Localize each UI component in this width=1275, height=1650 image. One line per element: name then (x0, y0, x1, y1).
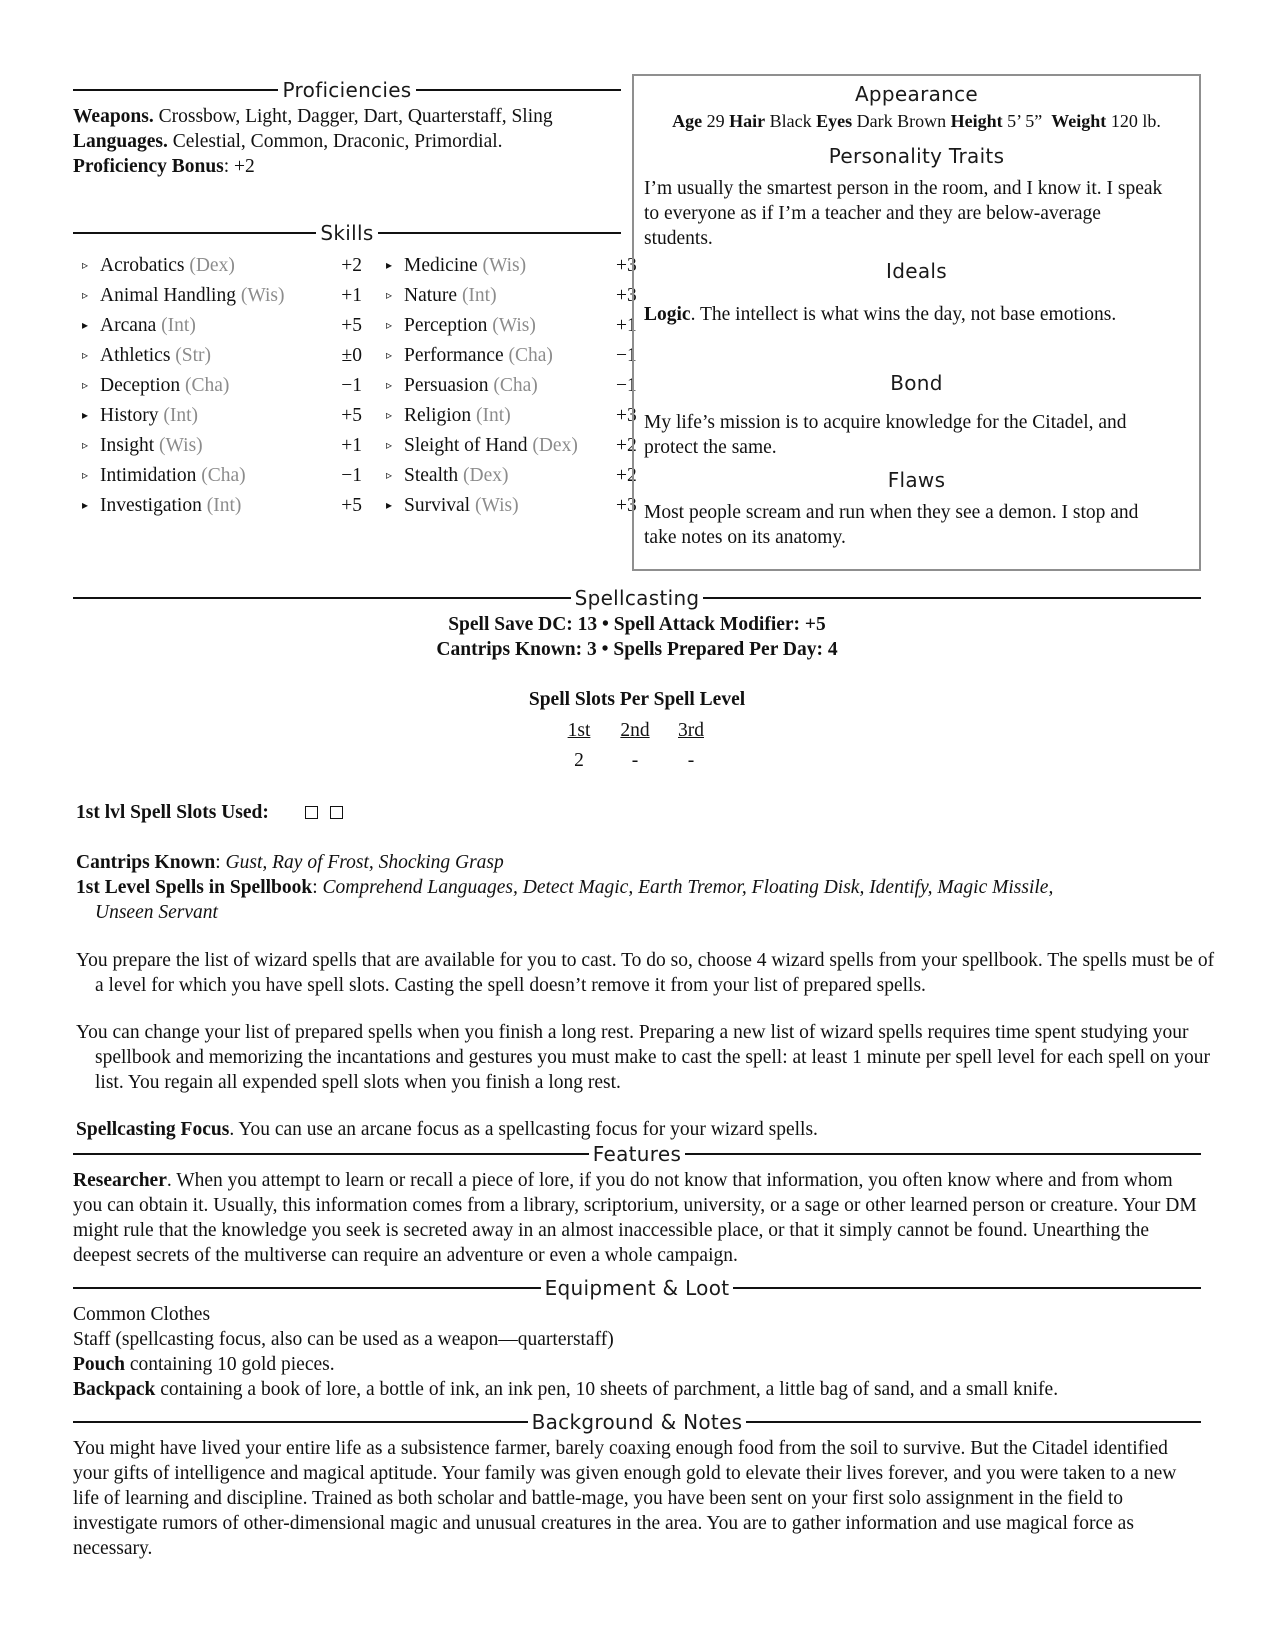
skill-ability: (Int) (161, 315, 196, 336)
slot-value-3: - (687, 750, 695, 771)
slot-value-1: 2 (574, 750, 584, 771)
proficiency-marker-icon: ▹ (82, 348, 89, 362)
proficiency-marker-icon: ▹ (82, 258, 89, 272)
proficiency-marker-icon: ▹ (82, 378, 89, 392)
skill-modifier: +1 (341, 285, 362, 306)
skill-ability: (Dex) (532, 435, 578, 456)
spellcasting-heading: Spellcasting (73, 586, 1201, 610)
proficiency-marker-icon: ▸ (82, 408, 89, 422)
proficiency-marker-icon: ▹ (386, 288, 393, 302)
flaws-text: Most people scream and run when they see a demon. I stop and take notes on its anatomy. (644, 502, 1139, 548)
flaws-heading: Flaws (887, 468, 946, 492)
skill-name: ▹ Intimidation (Cha) (82, 465, 246, 486)
skill-modifier: +3 (616, 495, 637, 516)
skill-modifier: −1 (341, 465, 362, 486)
personality-traits-heading: Personality Traits (828, 144, 1005, 168)
proficiency-marker-icon: ▸ (82, 498, 89, 512)
skill-modifier: ±0 (341, 345, 362, 366)
skill-name: ▹ Religion (Int) (386, 405, 511, 426)
proficiency-marker-icon: ▹ (386, 378, 393, 392)
skill-modifier: +3 (616, 285, 637, 306)
proficiency-marker-icon: ▹ (386, 468, 393, 482)
skill-ability: (Wis) (159, 435, 203, 456)
proficiencies-block (73, 104, 633, 179)
equipment-list (73, 1302, 1201, 1402)
spell-slots-table (551, 718, 719, 773)
skill-ability: (Dex) (189, 255, 235, 276)
weapons-line: Weapons. Crossbow, Light, Dagger, Dart, Quarterstaff, Sling (73, 106, 553, 127)
proficiency-marker-icon: ▹ (82, 438, 89, 452)
appearance-line: Age 29 Hair Black Eyes Dark Brown Height 5’ 5” Weight 120 lb. (672, 111, 1161, 131)
languages-line: Languages. Celestial, Common, Draconic, Primordial. (73, 131, 503, 152)
skill-modifier: +1 (616, 315, 637, 336)
equipment-item: Pouch containing 10 gold pieces. (73, 1354, 335, 1375)
skill-ability: (Wis) (240, 285, 285, 306)
background-text: You might have lived your entire life as a subsistence farmer, barely coaxing enough food from the soil to survive. But the Citadel identified your gifts of intelligence and magical aptitude. Your family was given enough gold to elevate their lives forever, and you were taken to a new life of learning and discipline. Trained as both scholar and battle-mage, you have been sent on your first solo assignment in the field to investigate rumors of other-dimensional magic and unusual creatures in the area. You are to gather information and use magical force as necessary. (73, 1438, 1177, 1559)
slots-used-row: 1st lvl Spell Slots Used: (76, 800, 355, 825)
skill-name: ▸ Arcana (Int) (82, 315, 196, 336)
cantrips-known-line: Cantrips Known: 3 • Spells Prepared Per Day: 4 (436, 639, 838, 660)
skill-modifier: −1 (341, 375, 362, 396)
skill-name: ▹ Animal Handling (Wis) (82, 285, 285, 306)
appearance-heading: Appearance (854, 82, 979, 106)
slot-level-3: 3rd (678, 720, 704, 741)
skill-ability: (Int) (476, 405, 511, 426)
skill-ability: (Int) (206, 495, 242, 516)
skill-name: ▸ Medicine (Wis) (386, 255, 527, 276)
equipment-item: Staff (spellcasting focus, also can be used as a weapon—quarterstaff) (73, 1329, 614, 1350)
skill-modifier: −1 (616, 375, 637, 396)
proficiency-marker-icon: ▹ (82, 288, 89, 302)
cantrips-known-list: Cantrips Known: Gust, Ray of Frost, Shocking Grasp (76, 852, 504, 873)
first-level-spells-list: 1st Level Spells in Spellbook: Comprehend Languages, Detect Magic, Earth Tremor, Floating Disk, Identify, Magic Missile, Unseen Servant (76, 877, 1054, 923)
skill-modifier: −1 (616, 345, 637, 366)
skill-modifier: +2 (616, 465, 637, 486)
personality-traits-text: I’m usually the smartest person in the room, and I know it. I speak to everyone as if I’m a teacher and they are below-average students. (644, 178, 1163, 249)
equipment-item: Common Clothes (73, 1304, 211, 1325)
skill-modifier: +3 (616, 405, 637, 426)
skill-name: ▹ Athletics (Str) (82, 345, 212, 366)
spell-save-line: Spell Save DC: 13 • Spell Attack Modifier: +5 (448, 614, 826, 635)
skill-ability: (Int) (163, 405, 199, 426)
background-heading: Background & Notes (73, 1410, 1201, 1434)
slot-used-checkbox-1[interactable] (305, 806, 318, 819)
proficiency-marker-icon: ▸ (386, 258, 393, 272)
skill-ability: (Wis) (474, 495, 519, 516)
skill-name: ▹ Insight (Wis) (82, 435, 203, 456)
proficiency-marker-icon: ▸ (386, 498, 393, 512)
slot-used-checkbox-2[interactable] (330, 806, 343, 819)
character-details-box (632, 74, 1201, 571)
skill-name: ▹ Acrobatics (Dex) (82, 255, 235, 276)
skill-modifier: +5 (341, 315, 362, 336)
proficiency-marker-icon: ▹ (82, 468, 89, 482)
slot-level-2: 2nd (620, 720, 650, 741)
bond-heading: Bond (890, 371, 943, 395)
skill-modifier: +5 (341, 495, 362, 516)
equipment-heading: Equipment & Loot (73, 1276, 1201, 1300)
proficiencies-heading: Proficiencies (73, 78, 621, 102)
skills-heading: Skills (73, 221, 621, 245)
skill-name: ▹ Sleight of Hand (Dex) (386, 435, 578, 456)
skill-ability: (Cha) (185, 375, 230, 396)
bond-text: My life’s mission is to acquire knowledge for the Citadel, and protect the same. (644, 412, 1127, 458)
change-spells-text: You can change your list of prepared spells when you finish a long rest. Preparing a new list of wizard spells requires time spent studying your spellbook and memorizing the incantations and gestures you must make to cast the spell: at least 1 minute per spell level for each spell on your list. You regain all expended spell slots when you finish a long rest. (76, 1022, 1211, 1093)
equipment-item: Backpack containing a book of lore, a bottle of ink, an ink pen, 10 sheets of parchment, a little bag of sand, and a small knife. (73, 1379, 1059, 1400)
skill-modifier: +1 (341, 435, 362, 456)
skill-modifier: +2 (341, 255, 362, 276)
skill-ability: (Cha) (493, 375, 538, 396)
proficiency-marker-icon: ▹ (386, 348, 393, 362)
skill-name: ▹ Performance (Cha) (386, 345, 553, 366)
skills-table (82, 253, 636, 518)
features-heading: Features (73, 1142, 1201, 1166)
skill-ability: (Cha) (201, 465, 246, 486)
skill-modifier: +2 (616, 435, 637, 456)
skill-modifier: +5 (341, 405, 362, 426)
skill-ability: (Cha) (508, 345, 553, 366)
slot-value-2: - (631, 750, 639, 771)
spellcasting-focus-text: Spellcasting Focus. You can use an arcane focus as a spellcasting focus for your wizard spells. (76, 1119, 818, 1140)
skill-name: ▹ Stealth (Dex) (386, 465, 509, 486)
proficiency-bonus-line: Proficiency Bonus: +2 (73, 156, 255, 177)
skill-name: ▹ Perception (Wis) (386, 315, 536, 336)
skill-name: ▸ Investigation (Int) (82, 495, 242, 516)
skill-ability: (Str) (175, 345, 212, 366)
proficiency-marker-icon: ▹ (386, 318, 393, 332)
skill-name: ▹ Persuasion (Cha) (386, 375, 538, 396)
proficiency-marker-icon: ▹ (386, 408, 393, 422)
skill-name: ▸ Survival (Wis) (386, 495, 519, 516)
ideals-heading: Ideals (886, 259, 947, 283)
spell-lists (76, 850, 1206, 925)
skill-ability: (Dex) (463, 465, 509, 486)
researcher-feature-text: Researcher. When you attempt to learn or recall a piece of lore, if you do not know that information, you often know where and from whom you can obtain it. Usually, this information comes from a library, scriptorium, university, or a sage or other learned person or creature. Your DM might rule that the knowledge you seek is secreted away in an almost inaccessible place, or that it simply cannot be found. Unearthing the deepest secrets of the multiverse can require an adventure or even a whole campaign. (73, 1170, 1197, 1266)
skill-ability: (Wis) (492, 315, 536, 336)
slot-level-1: 1st (567, 720, 591, 741)
skill-modifier: +3 (616, 255, 637, 276)
proficiency-marker-icon: ▸ (82, 318, 89, 332)
skill-name: ▹ Nature (Int) (386, 285, 497, 306)
proficiency-marker-icon: ▹ (386, 438, 393, 452)
spell-slots-title: Spell Slots Per Spell Level (528, 689, 746, 710)
skill-name: ▸ History (Int) (82, 405, 199, 426)
ideals-text: Logic. The intellect is what wins the day, not base emotions. (644, 304, 1117, 325)
skill-ability: (Wis) (482, 255, 527, 276)
skill-ability: (Int) (461, 285, 497, 306)
skill-name: ▹ Deception (Cha) (82, 375, 230, 396)
prepare-spells-text: You prepare the list of wizard spells that are available for you to cast. To do so, choose 4 wizard spells from your spellbook. The spells must be of a level for which you have spell slots. Casting the spell doesn’t remove it from your list of prepared spells. (76, 950, 1215, 996)
